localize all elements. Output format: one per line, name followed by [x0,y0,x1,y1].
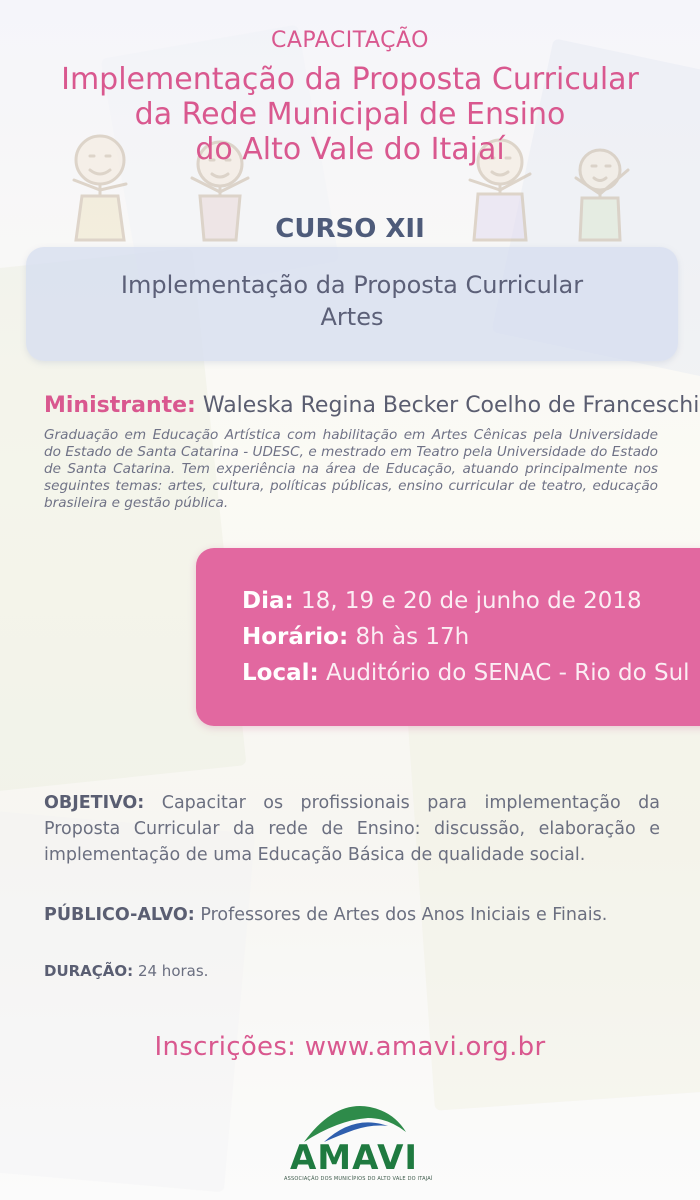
location-label: Local: [242,660,319,686]
course-number: CURSO XII [275,214,425,244]
event-type-label: CAPACITAÇÃO [270,28,430,53]
amavi-logo [284,1098,433,1184]
page-title-line: da Rede Municipal de Ensino [134,97,566,132]
date-label: Dia: [242,588,294,614]
registration-link[interactable]: Inscrições: www.amavi.org.br [154,1032,546,1062]
course-title-line: Artes [320,303,384,331]
duration-text: 24 horas. [137,962,209,980]
instructor-bio: Graduação em Educação Artística com habilitação em Artes Cênicas pela Universidade do Estado de Santa Catarina - UDESC, e mestrado em Teatro pela Universidade do Estado de Santa Catarina. Tem experiência na área de Educação, atuando principalmente nos seguintes temas: artes, cultura, políticas públicas, ensino curricular de teatro, educação brasileira e gestão pública. [44,427,658,511]
audience-paragraph [44,902,660,928]
time-value: 8h às 17h [355,624,470,650]
instructor-name: Waleska Regina Becker Coelho de Franceschi [202,393,700,418]
audience-text: Professores de Artes dos Anos Iniciais e Finais. [200,905,608,925]
page-title-line: do Alto Vale do Itajaí [195,132,505,167]
date-value: 18, 19 e 20 de junho de 2018 [301,588,642,614]
instructor-label: Ministrante: [44,393,196,418]
schedule-panel [196,548,700,726]
time-line [242,624,469,650]
time-label: Horário: [242,624,349,650]
location-value: Auditório do SENAC - Rio do Sul [326,660,690,686]
objective-text: Capacitar os profissionais para implementação da Proposta Curricular da rede de Ensino: discussão, elaboração e implementação de uma Educação Básica de qualidade social. [44,793,660,865]
logo-tagline: ASSOCIAÇÃO DOS MUNICÍPIOS DO ALTO VALE DO ITAJAÍ [284,1176,433,1182]
duration-paragraph [44,958,660,984]
page-title-line: Implementação da Proposta Curricular [61,62,639,97]
objective-paragraph [44,790,660,868]
objective-label: OBJETIVO: [44,793,145,813]
location-line [242,660,690,686]
course-title-line: Implementação da Proposta Curricular [120,271,584,299]
duration-label: DURAÇÃO: [44,962,134,980]
logo-wordmark: AMAVI [289,1138,419,1178]
date-line [242,588,642,614]
audience-label: PÚBLICO-ALVO: [44,905,195,925]
course-title-panel [26,247,678,361]
course-title [26,269,678,333]
page-title [0,62,700,167]
instructor-line [44,393,699,418]
